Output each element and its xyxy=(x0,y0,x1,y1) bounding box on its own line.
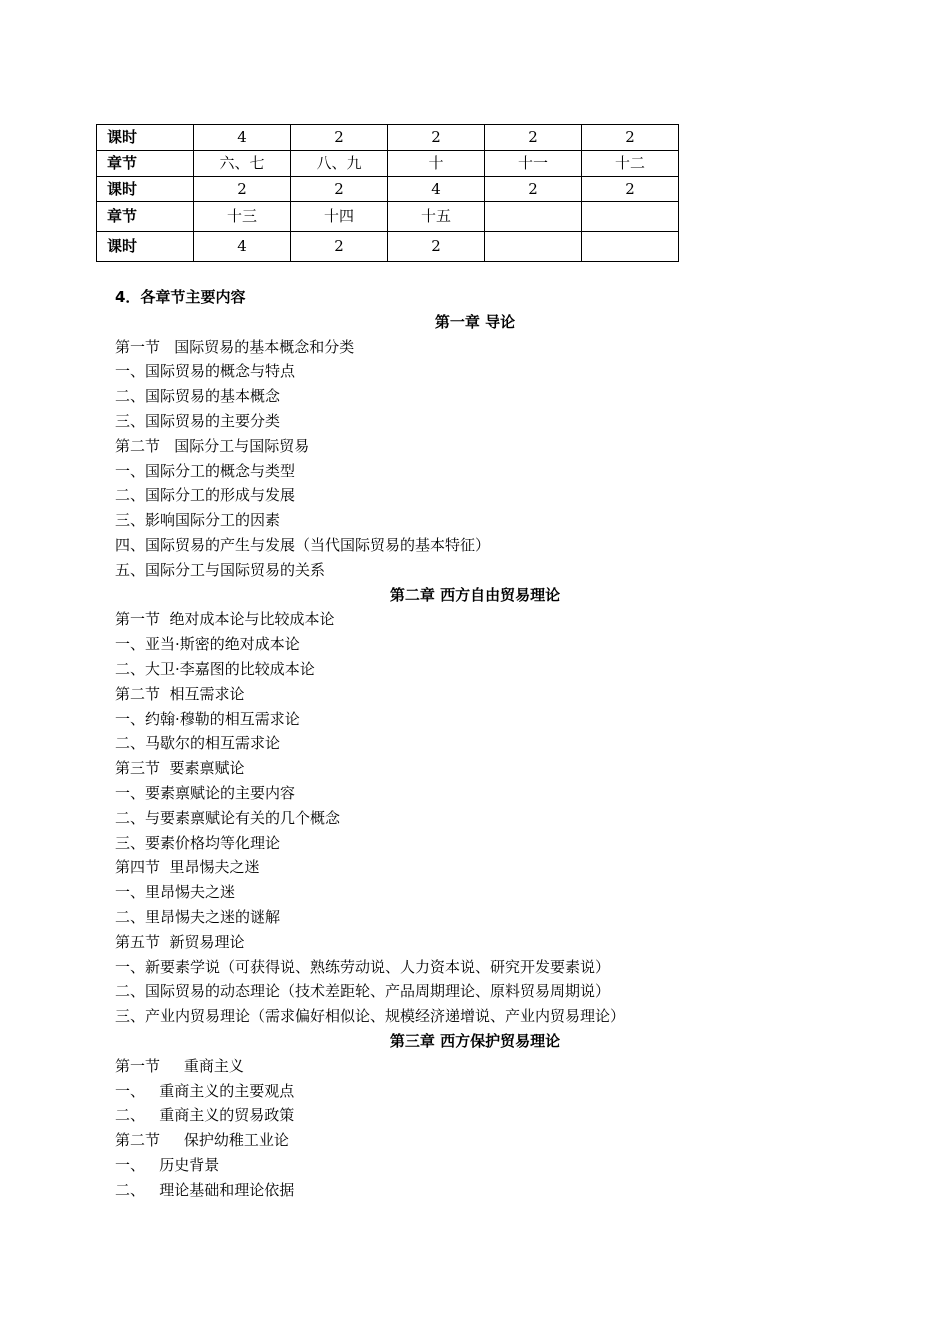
chapter-3 xyxy=(115,1029,835,1203)
table-cell: 2 xyxy=(291,232,388,262)
chapter-title: 第三章 西方保护贸易理论 xyxy=(389,1031,561,1050)
outline-line: 三、产业内贸易理论（需求偏好相似论、规模经济递增说、产业内贸易理论） xyxy=(115,1007,626,1026)
outline-line: 第一节 重商主义 xyxy=(115,1056,244,1075)
outline-line: 二、里昂惕夫之迷的谜解 xyxy=(115,907,281,926)
table-cell: 十四 xyxy=(291,202,388,232)
outline-line: 三、影响国际分工的因素 xyxy=(115,511,281,530)
chapter-2 xyxy=(115,583,835,1029)
table-cell: 十三 xyxy=(194,202,291,232)
outline-line: 一、 重商主义的主要观点 xyxy=(115,1081,295,1100)
outline-line: 二、与要素禀赋论有关的几个概念 xyxy=(115,808,341,827)
outline-line: 四、国际贸易的产生与发展（当代国际贸易的基本特征） xyxy=(115,535,491,554)
chapter-contents xyxy=(115,285,835,1202)
table-cell: 十二 xyxy=(582,151,679,177)
outline-line: 五、国际分工与国际贸易的关系 xyxy=(115,560,326,579)
table-cell: 2 xyxy=(485,125,582,151)
outline-line: 第一节 国际贸易的基本概念和分类 xyxy=(115,337,355,356)
class-hours-table xyxy=(96,124,679,262)
table-row xyxy=(97,151,679,177)
outline-line: 二、 理论基础和理论依据 xyxy=(115,1180,295,1199)
table-cell: 2 xyxy=(291,177,388,202)
table-cell: 4 xyxy=(388,177,485,202)
table-cell: 八、九 xyxy=(291,151,388,177)
row-label: 课时 xyxy=(97,177,194,202)
outline-line: 二、大卫·李嘉图的比较成本论 xyxy=(115,659,315,678)
outline-line: 第三节 要素禀赋论 xyxy=(115,759,245,778)
section-heading: 4．各章节主要内容 xyxy=(115,288,246,306)
table-row xyxy=(97,232,679,262)
table-cell xyxy=(582,202,679,232)
outline-line: 一、里昂惕夫之迷 xyxy=(115,883,236,902)
outline-line: 第四节 里昂惕夫之迷 xyxy=(115,858,260,877)
outline-line: 二、国际贸易的基本概念 xyxy=(115,387,281,406)
outline-line: 三、要素价格均等化理论 xyxy=(115,833,281,852)
table-row xyxy=(97,177,679,202)
outline-line: 一、 历史背景 xyxy=(115,1155,220,1174)
chapter-1 xyxy=(115,310,835,583)
table-cell: 2 xyxy=(291,125,388,151)
outline-line: 二、马歇尔的相互需求论 xyxy=(115,734,281,753)
table-cell: 2 xyxy=(582,125,679,151)
chapter-title: 第一章 导论 xyxy=(434,312,516,331)
table-cell: 十五 xyxy=(388,202,485,232)
row-label: 章节 xyxy=(97,202,194,232)
table-cell: 十一 xyxy=(485,151,582,177)
outline-line: 二、国际贸易的动态理论（技术差距轮、产品周期理论、原料贸易周期说） xyxy=(115,982,611,1001)
row-label: 课时 xyxy=(97,125,194,151)
outline-line: 一、新要素学说（可获得说、熟练劳动说、人力资本说、研究开发要素说） xyxy=(115,957,611,976)
outline-line: 第五节 新贸易理论 xyxy=(115,932,245,951)
outline-line: 第一节 绝对成本论与比较成本论 xyxy=(115,610,335,629)
outline-line: 一、要素禀赋论的主要内容 xyxy=(115,783,296,802)
table-cell: 2 xyxy=(582,177,679,202)
table-cell: 六、七 xyxy=(194,151,291,177)
table-row xyxy=(97,125,679,151)
outline-line: 一、国际分工的概念与类型 xyxy=(115,461,296,480)
table-cell: 2 xyxy=(485,177,582,202)
outline-line: 一、约翰·穆勒的相互需求论 xyxy=(115,709,300,728)
outline-line: 三、国际贸易的主要分类 xyxy=(115,411,281,430)
table-cell xyxy=(485,232,582,262)
row-label: 章节 xyxy=(97,151,194,177)
outline-line: 二、 重商主义的贸易政策 xyxy=(115,1106,295,1125)
table-cell: 2 xyxy=(388,125,485,151)
table-row xyxy=(97,202,679,232)
row-label: 课时 xyxy=(97,232,194,262)
outline-line: 第二节 国际分工与国际贸易 xyxy=(115,436,310,455)
outline-line: 第二节 相互需求论 xyxy=(115,684,245,703)
table-cell: 4 xyxy=(194,125,291,151)
table-cell: 2 xyxy=(194,177,291,202)
chapter-title: 第二章 西方自由贸易理论 xyxy=(389,585,561,604)
table-cell: 2 xyxy=(388,232,485,262)
outline-line: 二、国际分工的形成与发展 xyxy=(115,486,296,505)
table-cell: 十 xyxy=(388,151,485,177)
outline-line: 一、国际贸易的概念与特点 xyxy=(115,362,296,381)
outline-line: 第二节 保护幼稚工业论 xyxy=(115,1131,289,1150)
table-cell xyxy=(485,202,582,232)
outline-line: 一、亚当·斯密的绝对成本论 xyxy=(115,635,300,654)
table-cell xyxy=(582,232,679,262)
table-cell: 4 xyxy=(194,232,291,262)
